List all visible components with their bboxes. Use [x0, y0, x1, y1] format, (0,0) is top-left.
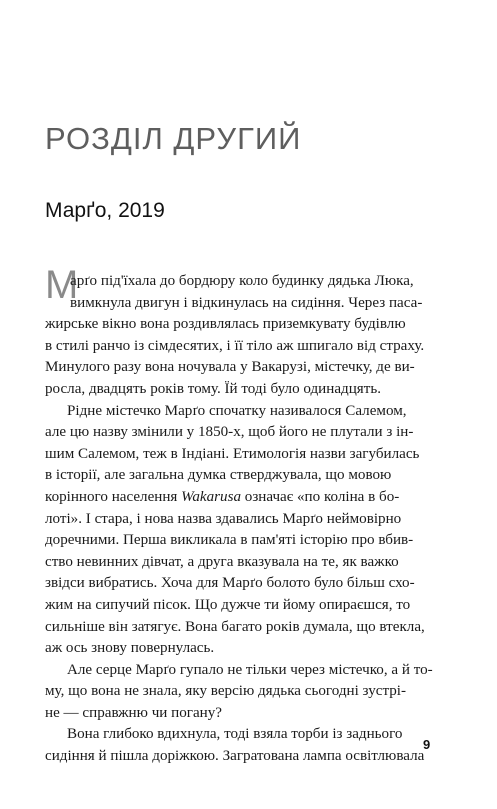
page-number: 9 — [423, 737, 431, 752]
text-line: сидіння й пішла доріжкою. Загратована лампа освітлювала — [45, 748, 425, 765]
text-line: жим на сипучий пісок. Що дужче ти йому опираєшся, то — [45, 596, 411, 613]
text-line: росла, двадцять років тому. Їй тоді було одинадцять. — [45, 380, 381, 397]
text-line: Минулого разу вона ночувала у Вакарузі, містечку, де ви- — [45, 359, 415, 376]
text-line — [45, 487, 435, 509]
text-line: арґо під'їхала до бордюру коло будинку дядька Люка, — [70, 273, 414, 289]
body-text — [45, 271, 435, 768]
drop-cap: М — [45, 263, 79, 307]
section-title: Марґо, 2019 — [45, 199, 165, 222]
italic-word: Wakarusa — [181, 488, 241, 505]
text-line: в історії, але загальна думка стверджувала, що мовою — [45, 467, 392, 484]
text-line: му, що вона не знала, яку версію дядька сьогодні зустрі- — [45, 683, 406, 700]
text-line: не — справжню чи погану? — [45, 704, 222, 721]
text-line: звідси вибратись. Хоча для Марґо болото було більш схо- — [45, 575, 415, 592]
text-line: доречними. Перша викликала в пам'яті історію про вбив- — [45, 532, 414, 549]
text-line: Рідне містечко Марґо спочатку називалося Салемом, — [67, 402, 407, 419]
text-line: жирське вікно вона роздивлялась приземкувату будівлю — [45, 316, 406, 333]
text-line: в стилі ранчо із сімдесятих, і її тіло аж шпигало від страху. — [45, 337, 425, 354]
chapter-title: РОЗДІЛ ДРУГИЙ — [45, 121, 302, 156]
text-line: шим Салемом, теж в Індіані. Етимологія назви загубилась — [45, 445, 420, 462]
text-line: ство невинних дівчат, а друга вказувала на те, як важко — [45, 553, 399, 570]
text-line: вимкнула двигун і відкинулась на сидіння. Через паса- — [70, 294, 423, 311]
text-line: але цю назву змінили у 1850-х, щоб його не плутали з ін- — [45, 424, 414, 441]
text-line: сильніше він затягує. Вона багато років думала, що втекла, — [45, 618, 425, 635]
text-segment: означає «по коліна в бо- — [244, 488, 400, 505]
text-line: лоті». І стара, і нова назва здавались Марґо неймовірно — [45, 510, 402, 527]
text-line: Але серце Марґо гупало не тільки через містечко, а й то- — [67, 661, 433, 678]
text-line: аж ось знову повернулась. — [45, 640, 215, 657]
text-line: Вона глибоко вдихнула, тоді взяла торби із заднього — [67, 726, 403, 743]
text-segment: корінного населення — [45, 488, 178, 505]
